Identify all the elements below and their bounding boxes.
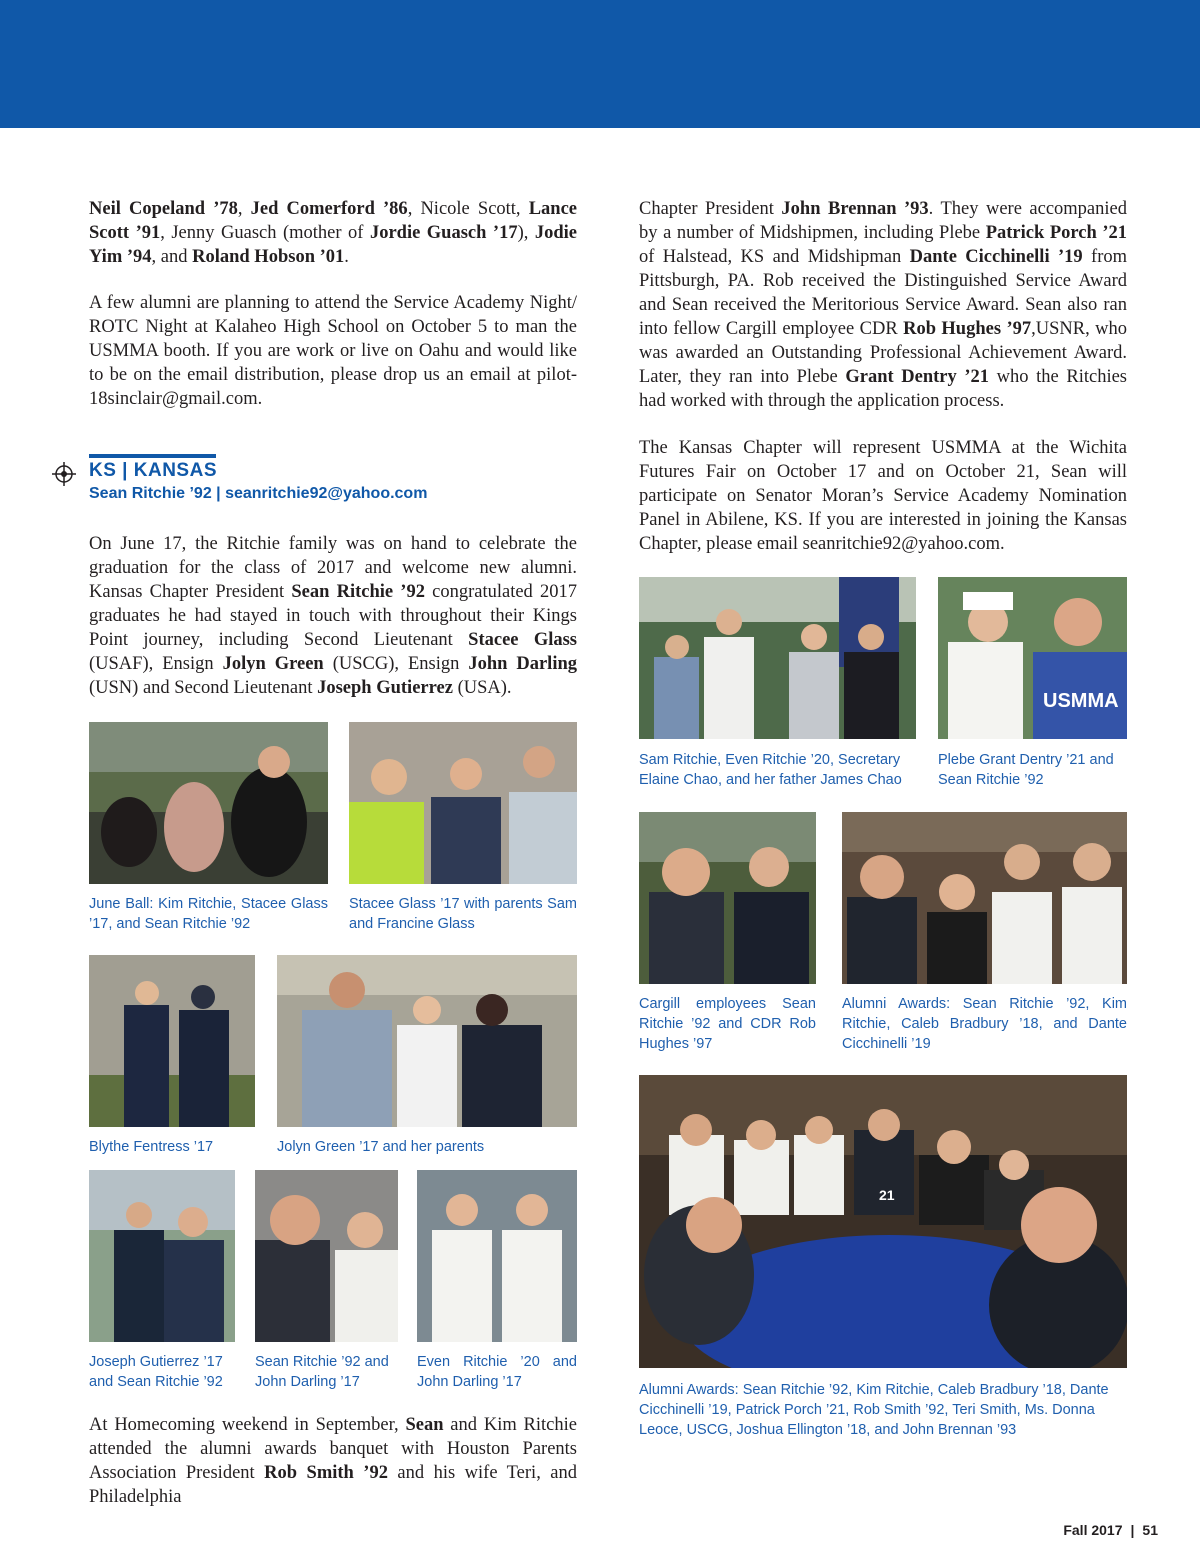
text-run: . They were accompanied by a number of Midshipmen, including Plebe <box>639 199 1127 243</box>
text-run: Chapter President <box>639 199 782 219</box>
name-highlight: Sean <box>405 1415 444 1435</box>
table-number-text: 21 <box>879 1187 895 1203</box>
paragraph-awards-banquet <box>639 197 1127 413</box>
photo-blythe-fentress <box>89 955 255 1127</box>
text-run: (USAF), Ensign <box>89 654 223 674</box>
page-number: 51 <box>1142 1522 1158 1538</box>
name-highlight: Jodie Yim ’94 <box>89 223 578 267</box>
caption-alumni-awards-small: Alumni Awards: Sean Ritchie ’92, Kim Ritchie, Caleb Bradbury ’18, and Dante Cicchinelli ’19 <box>842 996 1127 1052</box>
text-run: At Homecoming weekend in September, <box>89 1415 406 1435</box>
caption-even-john-darling: Even Ritchie ’20 and John Darling ’17 <box>417 1354 577 1390</box>
text-run: On June 17, the Ritchie family was on hand to celebrate the graduation for the class of 2017 and welcome new alumni. Kansas Chapter President <box>89 534 577 602</box>
photo-jolyn-green-parents <box>277 955 577 1127</box>
paragraph-graduation <box>89 532 577 700</box>
photo-sean-ritchie-john-darling <box>255 1170 398 1342</box>
text-run: ), <box>517 223 535 243</box>
caption-blythe-fentress: Blythe Fentress ’17 <box>89 1139 214 1155</box>
section-title: KS | KANSAS <box>89 460 217 481</box>
caption-elaine-chao: Sam Ritchie, Even Ritchie ’20, Secretary Elaine Chao, and her father James Chao <box>639 752 902 788</box>
photo-alumni-awards-small <box>842 812 1127 984</box>
name-highlight: Roland Hobson ’01 <box>192 247 345 267</box>
caption-june-ball: June Ball: Kim Ritchie, Stacee Glass ’17, and Sean Ritchie ’92 <box>89 896 328 932</box>
text-run: , <box>237 199 251 219</box>
text-run: (USCG), Ensign <box>323 654 469 674</box>
paragraph-alumni-list <box>89 197 577 269</box>
text-run: (USN) and Second Lieutenant <box>89 678 318 698</box>
section-contact: Sean Ritchie ’92 | seanritchie92@yahoo.com <box>89 485 428 502</box>
text-run: ,USNR, who was awarded an Outstanding Professional Achievement Award. Later, they ran into Plebe <box>639 319 1127 387</box>
text-run: from Pittsburgh, PA. Rob received the Distinguished Service Award and Sean received the Meritorious Service Award. Sean also ran into fellow Cargill employee CDR <box>639 247 1127 339</box>
name-highlight: John Brennan ’93 <box>781 199 929 219</box>
name-highlight: Lance Scott ’91 <box>89 199 578 243</box>
name-highlight: Jordie Guasch ’17 <box>369 223 518 243</box>
caption-joseph-gutierrez: Joseph Gutierrez ’17 and Sean Ritchie ’92 <box>89 1354 223 1390</box>
caption-plebe-grant-dentry: Plebe Grant Dentry ’21 and Sean Ritchie ’92 <box>938 752 1114 788</box>
name-highlight: Jolyn Green <box>222 654 324 674</box>
text-run: and Kim Ritchie attended the alumni awards banquet with Houston Parents Association President <box>89 1415 577 1483</box>
caption-cargill-employees: Cargill employees Sean Ritchie ’92 and CDR Rob Hughes ’97 <box>639 996 816 1052</box>
text-run: . <box>344 247 349 267</box>
paragraph-homecoming <box>89 1413 577 1509</box>
section-rule <box>89 454 216 458</box>
photo-plebe-grant-dentry <box>938 577 1127 739</box>
header-banner <box>0 0 1200 128</box>
name-highlight: John Darling <box>468 654 577 674</box>
photo-even-ritchie-john-darling <box>417 1170 577 1342</box>
compass-icon <box>52 462 76 486</box>
photo-alumni-awards-banquet <box>639 1075 1127 1368</box>
name-highlight: Rob Hughes ’97 <box>903 319 1032 339</box>
caption-jolyn-green: Jolyn Green ’17 and her parents <box>277 1139 485 1155</box>
name-highlight: Grant Dentry ’21 <box>845 367 990 387</box>
caption-stacee-glass: Stacee Glass ’17 with parents Sam and Francine Glass <box>349 896 577 932</box>
name-highlight: Stacee Glass <box>468 630 578 650</box>
paragraph-service-academy-night: A few alumni are planning to attend the Service Academy Night/ ROTC Night at Kalaheo High School on October 5 to man the USMMA booth. If you are work or live on Oahu and would like to be on the email distribution, please drop us an email at pilot-18sinclair@gmail.com. <box>89 293 577 409</box>
text-run: congratulated 2017 graduates he had stayed in touch with throughout their Kings Point journey, including Second Lieutenant <box>89 582 577 650</box>
photo-june-ball <box>89 722 328 884</box>
name-highlight: Sean Ritchie ’92 <box>291 582 425 602</box>
text-run: of Halstead, KS and Midshipman <box>639 247 910 267</box>
photo-joseph-gutierrez <box>89 1170 235 1342</box>
photo-elaine-chao <box>639 577 916 739</box>
name-highlight: Patrick Porch ’21 <box>985 223 1127 243</box>
issue-label: Fall 2017 <box>1063 1522 1123 1538</box>
name-highlight: Jed Comerford ’86 <box>250 199 408 219</box>
footer-separator: | <box>1130 1522 1135 1538</box>
paragraph-kansas-chapter: The Kansas Chapter will represent USMMA at the Wichita Futures Fair on October 17 and on October 21, Sean will participate on Senator Moran’s Service Academy Nomination Panel in Abilene, KS. If you are interested in joining the Kansas Chapter, please email seanritchie92@yahoo.com. <box>639 438 1127 554</box>
text-run: (USA). <box>452 678 512 698</box>
usmma-shirt-text: USMMA <box>1043 690 1119 712</box>
name-highlight: Rob Smith ’92 <box>264 1463 388 1483</box>
caption-sean-john-darling: Sean Ritchie ’92 and John Darling ’17 <box>255 1354 389 1390</box>
text-run: , and <box>151 247 193 267</box>
caption-alumni-awards-banquet: Alumni Awards: Sean Ritchie ’92, Kim Ritchie, Caleb Bradbury ’18, Dante Cicchinelli ’19, Patrick Porch ’21, Rob Smith ’92, Teri Smith, Ms. Donna Leoce, USCG, Joshua Ellington ’18, and John Brennan ’93 <box>639 1382 1109 1438</box>
text-run: , Nicole Scott, <box>407 199 529 219</box>
text-run: who the Ritchies had worked with through the application process. <box>639 367 1127 411</box>
photo-cargill-employees <box>639 812 816 984</box>
name-highlight: Dante Cicchinelli ’19 <box>909 247 1083 267</box>
text-run: , Jenny Guasch (mother of <box>160 223 370 243</box>
text-run: and his wife Teri, and Philadelphia <box>89 1463 578 1507</box>
page-footer <box>1063 1522 1158 1538</box>
name-highlight: Joseph Gutierrez <box>317 678 453 698</box>
photo-stacee-glass-parents <box>349 722 577 884</box>
name-highlight: Neil Copeland ’78 <box>89 199 238 219</box>
